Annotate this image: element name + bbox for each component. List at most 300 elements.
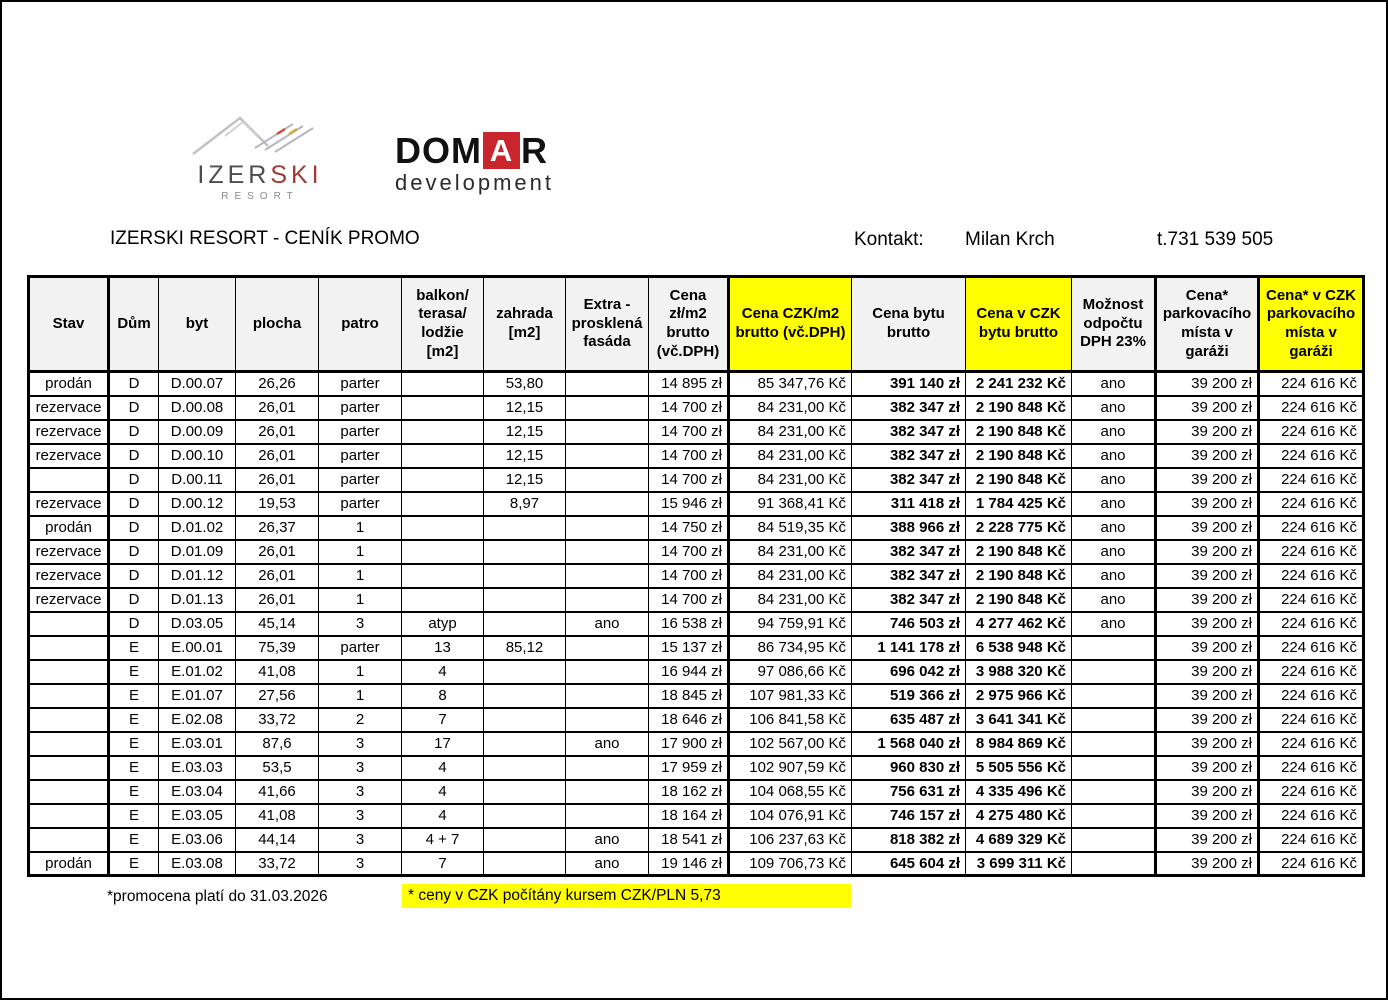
table-row xyxy=(29,732,1364,756)
izerski-resort-logo xyxy=(185,112,335,200)
table-cell: 4 xyxy=(402,660,484,684)
table-cell: E.03.03 xyxy=(159,756,236,780)
table-cell: 39 200 zł xyxy=(1156,708,1259,732)
table-cell xyxy=(566,804,649,828)
table-cell: D xyxy=(109,516,159,540)
table-cell: ano xyxy=(1072,612,1156,636)
table-cell xyxy=(29,804,109,828)
table-cell xyxy=(484,564,566,588)
table-cell xyxy=(566,756,649,780)
domar-subtitle: development xyxy=(395,170,554,195)
table-cell: 224 616 Kč xyxy=(1259,468,1364,492)
table-cell xyxy=(566,780,649,804)
table-cell: 388 966 zł xyxy=(852,516,966,540)
izerski-wordmark: IZERSKI xyxy=(197,161,323,189)
table-cell: 41,08 xyxy=(236,804,319,828)
column-header: Stav xyxy=(29,277,109,372)
table-cell: 85,12 xyxy=(484,636,566,660)
table-row xyxy=(29,420,1364,444)
table-cell: ano xyxy=(1072,564,1156,588)
table-cell: parter xyxy=(319,420,402,444)
table-cell: D xyxy=(109,492,159,516)
table-cell: 26,37 xyxy=(236,516,319,540)
table-cell: 7 xyxy=(402,852,484,876)
table-cell: 3 699 311 Kč xyxy=(966,852,1072,876)
table-cell: 84 231,00 Kč xyxy=(729,588,852,612)
izerski-resort-subtitle: RESORT xyxy=(221,191,299,202)
table-cell: 33,72 xyxy=(236,708,319,732)
table-cell: 39 200 zł xyxy=(1156,444,1259,468)
table-cell: 84 231,00 Kč xyxy=(729,540,852,564)
table-cell: 1 568 040 zł xyxy=(852,732,966,756)
table-cell xyxy=(484,852,566,876)
table-row xyxy=(29,612,1364,636)
table-cell: parter xyxy=(319,492,402,516)
table-cell: 224 616 Kč xyxy=(1259,540,1364,564)
table-cell xyxy=(566,468,649,492)
table-cell: E.03.08 xyxy=(159,852,236,876)
table-cell: rezervace xyxy=(29,564,109,588)
table-cell: D xyxy=(109,372,159,396)
table-cell: 224 616 Kč xyxy=(1259,732,1364,756)
table-cell xyxy=(484,756,566,780)
table-cell xyxy=(402,588,484,612)
column-header: balkon/ terasa/ lodžie [m2] xyxy=(402,277,484,372)
table-cell: 1 xyxy=(319,564,402,588)
table-cell: 645 604 zł xyxy=(852,852,966,876)
table-cell: parter xyxy=(319,396,402,420)
column-header: byt xyxy=(159,277,236,372)
table-cell: ano xyxy=(1072,372,1156,396)
table-cell: D.01.09 xyxy=(159,540,236,564)
table-cell: 19,53 xyxy=(236,492,319,516)
table-cell: E xyxy=(109,708,159,732)
table-cell: 382 347 zł xyxy=(852,396,966,420)
table-row xyxy=(29,372,1364,396)
table-cell xyxy=(484,780,566,804)
table-cell xyxy=(484,516,566,540)
table-cell: E.03.04 xyxy=(159,780,236,804)
table-cell: 14 700 zł xyxy=(649,540,729,564)
column-header: Dům xyxy=(109,277,159,372)
table-row xyxy=(29,660,1364,684)
table-cell: E xyxy=(109,828,159,852)
table-cell: 12,15 xyxy=(484,396,566,420)
table-cell: 14 700 zł xyxy=(649,468,729,492)
table-cell: 2 xyxy=(319,708,402,732)
table-cell: 107 981,33 Kč xyxy=(729,684,852,708)
table-cell xyxy=(484,804,566,828)
table-cell: E.03.05 xyxy=(159,804,236,828)
table-cell: ano xyxy=(1072,540,1156,564)
table-cell xyxy=(1072,660,1156,684)
table-cell: atyp xyxy=(402,612,484,636)
table-row xyxy=(29,444,1364,468)
table-cell: 39 200 zł xyxy=(1156,612,1259,636)
table-cell: 14 750 zł xyxy=(649,516,729,540)
table-cell: 87,6 xyxy=(236,732,319,756)
table-cell xyxy=(402,396,484,420)
table-cell xyxy=(484,660,566,684)
table-cell: 39 200 zł xyxy=(1156,684,1259,708)
table-cell: 382 347 zł xyxy=(852,564,966,588)
table-cell: 45,14 xyxy=(236,612,319,636)
table-cell: 3 xyxy=(319,732,402,756)
table-cell xyxy=(1072,708,1156,732)
table-cell: 102 567,00 Kč xyxy=(729,732,852,756)
column-header: zahrada [m2] xyxy=(484,277,566,372)
table-cell: 8,97 xyxy=(484,492,566,516)
table-cell: 4 xyxy=(402,780,484,804)
table-cell: 8 xyxy=(402,684,484,708)
contact-label: Kontakt: xyxy=(854,229,924,250)
table-cell: 84 231,00 Kč xyxy=(729,468,852,492)
table-cell: 2 975 966 Kč xyxy=(966,684,1072,708)
table-cell xyxy=(566,564,649,588)
table-cell: 39 200 zł xyxy=(1156,780,1259,804)
table-cell: 86 734,95 Kč xyxy=(729,636,852,660)
table-cell: 15 137 zł xyxy=(649,636,729,660)
table-cell: 39 200 zł xyxy=(1156,564,1259,588)
column-header: plocha xyxy=(236,277,319,372)
table-cell: 44,14 xyxy=(236,828,319,852)
table-cell xyxy=(484,708,566,732)
table-cell: 6 538 948 Kč xyxy=(966,636,1072,660)
table-cell: 2 241 232 Kč xyxy=(966,372,1072,396)
table-cell xyxy=(29,828,109,852)
table-cell: E.02.08 xyxy=(159,708,236,732)
table-row xyxy=(29,636,1364,660)
table-cell: 382 347 zł xyxy=(852,468,966,492)
table-cell: 39 200 zł xyxy=(1156,372,1259,396)
column-header: Extra - prosklená fasáda xyxy=(566,277,649,372)
table-cell: 224 616 Kč xyxy=(1259,780,1364,804)
price-table xyxy=(27,275,1365,877)
table-cell: E.00.01 xyxy=(159,636,236,660)
table-cell: D.00.12 xyxy=(159,492,236,516)
table-cell: D.03.05 xyxy=(159,612,236,636)
table-cell: ano xyxy=(1072,468,1156,492)
table-cell: 696 042 zł xyxy=(852,660,966,684)
table-row xyxy=(29,684,1364,708)
table-cell: D.01.12 xyxy=(159,564,236,588)
table-cell: D.01.02 xyxy=(159,516,236,540)
table-cell xyxy=(1072,780,1156,804)
table-cell: 382 347 zł xyxy=(852,420,966,444)
table-cell: 84 231,00 Kč xyxy=(729,420,852,444)
table-cell: 756 631 zł xyxy=(852,780,966,804)
table-cell: 746 503 zł xyxy=(852,612,966,636)
table-cell: 84 231,00 Kč xyxy=(729,396,852,420)
table-cell: 97 086,66 Kč xyxy=(729,660,852,684)
table-cell xyxy=(566,540,649,564)
table-cell: 14 700 zł xyxy=(649,420,729,444)
table-cell: 15 946 zł xyxy=(649,492,729,516)
table-cell: 224 616 Kč xyxy=(1259,516,1364,540)
table-cell: 39 200 zł xyxy=(1156,588,1259,612)
table-cell: 382 347 zł xyxy=(852,444,966,468)
table-cell: 104 076,91 Kč xyxy=(729,804,852,828)
table-cell: E xyxy=(109,756,159,780)
table-cell xyxy=(29,468,109,492)
table-cell: E xyxy=(109,780,159,804)
table-cell: 1 141 178 zł xyxy=(852,636,966,660)
table-cell xyxy=(566,636,649,660)
table-cell: 17 xyxy=(402,732,484,756)
table-cell: 224 616 Kč xyxy=(1259,612,1364,636)
footnote-exchange-rate: * ceny v CZK počítány kursem CZK/PLN 5,73 xyxy=(402,884,851,908)
table-cell: 75,39 xyxy=(236,636,319,660)
table-cell xyxy=(29,708,109,732)
table-cell: rezervace xyxy=(29,492,109,516)
table-cell xyxy=(484,588,566,612)
table-row xyxy=(29,828,1364,852)
column-header: Cena CZK/m2 brutto (vč.DPH) xyxy=(729,277,852,372)
table-cell: 14 700 zł xyxy=(649,396,729,420)
table-cell: D xyxy=(109,564,159,588)
table-cell: 635 487 zł xyxy=(852,708,966,732)
table-cell: 224 616 Kč xyxy=(1259,636,1364,660)
table-cell: 960 830 zł xyxy=(852,756,966,780)
table-cell: 224 616 Kč xyxy=(1259,396,1364,420)
footnote-promo-validity: *promocena platí do 31.03.2026 xyxy=(107,888,328,905)
table-cell: 13 xyxy=(402,636,484,660)
table-cell: D.00.10 xyxy=(159,444,236,468)
table-cell xyxy=(402,564,484,588)
table-cell: 26,26 xyxy=(236,372,319,396)
table-cell: 19 146 zł xyxy=(649,852,729,876)
domar-red-a-icon: A xyxy=(483,132,520,169)
table-cell: E.01.07 xyxy=(159,684,236,708)
table-cell: 39 200 zł xyxy=(1156,420,1259,444)
table-cell xyxy=(484,732,566,756)
table-cell xyxy=(566,492,649,516)
table-cell xyxy=(484,612,566,636)
table-cell: E xyxy=(109,732,159,756)
table-cell: E xyxy=(109,804,159,828)
table-cell: 84 231,00 Kč xyxy=(729,564,852,588)
table-cell: 224 616 Kč xyxy=(1259,804,1364,828)
table-cell: 4 275 480 Kč xyxy=(966,804,1072,828)
column-header: Cena bytu brutto xyxy=(852,277,966,372)
table-cell xyxy=(566,660,649,684)
table-cell: 53,5 xyxy=(236,756,319,780)
table-cell: 519 366 zł xyxy=(852,684,966,708)
page-title: IZERSKI RESORT - CENÍK PROMO xyxy=(110,228,420,249)
table-cell: 17 959 zł xyxy=(649,756,729,780)
table-cell: 1 xyxy=(319,684,402,708)
table-cell: 224 616 Kč xyxy=(1259,588,1364,612)
table-cell xyxy=(29,684,109,708)
table-cell: 39 200 zł xyxy=(1156,732,1259,756)
table-cell: parter xyxy=(319,372,402,396)
table-cell: 39 200 zł xyxy=(1156,756,1259,780)
table-cell: E xyxy=(109,852,159,876)
table-cell: D.00.08 xyxy=(159,396,236,420)
table-cell: 16 944 zł xyxy=(649,660,729,684)
table-cell: 2 190 848 Kč xyxy=(966,540,1072,564)
contact-name: Milan Krch xyxy=(965,229,1055,250)
column-header: Cena* parkovacího místa v garáži xyxy=(1156,277,1259,372)
table-cell: 109 706,73 Kč xyxy=(729,852,852,876)
table-cell: 3 xyxy=(319,852,402,876)
table-cell xyxy=(29,756,109,780)
domar-wordmark: DOM A R xyxy=(395,129,548,171)
table-cell: 12,15 xyxy=(484,444,566,468)
table-cell: rezervace xyxy=(29,540,109,564)
table-cell: 746 157 zł xyxy=(852,804,966,828)
table-cell: 39 200 zł xyxy=(1156,492,1259,516)
table-cell: 41,08 xyxy=(236,660,319,684)
table-cell: 39 200 zł xyxy=(1156,540,1259,564)
table-cell: E.03.06 xyxy=(159,828,236,852)
table-cell: 41,66 xyxy=(236,780,319,804)
table-cell: 18 164 zł xyxy=(649,804,729,828)
table-cell xyxy=(402,540,484,564)
table-cell: D.00.07 xyxy=(159,372,236,396)
table-cell: 4 277 462 Kč xyxy=(966,612,1072,636)
table-cell: 26,01 xyxy=(236,468,319,492)
table-cell: ano xyxy=(1072,396,1156,420)
table-cell xyxy=(402,516,484,540)
table-cell: E xyxy=(109,660,159,684)
table-cell: 224 616 Kč xyxy=(1259,444,1364,468)
table-cell: 26,01 xyxy=(236,588,319,612)
table-cell: 391 140 zł xyxy=(852,372,966,396)
table-cell: 3 xyxy=(319,780,402,804)
table-row xyxy=(29,852,1364,876)
table-cell xyxy=(566,708,649,732)
table-cell: D xyxy=(109,444,159,468)
table-cell xyxy=(29,780,109,804)
table-cell: 1 xyxy=(319,540,402,564)
table-cell: rezervace xyxy=(29,588,109,612)
table-cell: 26,01 xyxy=(236,540,319,564)
table-row xyxy=(29,756,1364,780)
table-cell: 39 200 zł xyxy=(1156,828,1259,852)
table-cell: E xyxy=(109,684,159,708)
table-cell xyxy=(29,732,109,756)
table-cell: 311 418 zł xyxy=(852,492,966,516)
table-cell: 17 900 zł xyxy=(649,732,729,756)
mountain-peaks-icon xyxy=(185,112,335,156)
table-cell: 224 616 Kč xyxy=(1259,756,1364,780)
table-cell xyxy=(29,612,109,636)
table-cell: 818 382 zł xyxy=(852,828,966,852)
price-table-container xyxy=(27,275,1365,877)
table-cell: E.01.02 xyxy=(159,660,236,684)
table-cell xyxy=(29,636,109,660)
table-cell: 85 347,76 Kč xyxy=(729,372,852,396)
table-cell: 8 984 869 Kč xyxy=(966,732,1072,756)
table-cell xyxy=(484,540,566,564)
table-cell: ano xyxy=(566,852,649,876)
table-cell: 26,01 xyxy=(236,396,319,420)
table-cell: 16 538 zł xyxy=(649,612,729,636)
column-header: Možnost odpočtu DPH 23% xyxy=(1072,277,1156,372)
table-cell: D.00.11 xyxy=(159,468,236,492)
table-cell: 224 616 Kč xyxy=(1259,492,1364,516)
contact-phone: t.731 539 505 xyxy=(1157,229,1274,250)
table-cell: 4 689 329 Kč xyxy=(966,828,1072,852)
table-cell: 1 784 425 Kč xyxy=(966,492,1072,516)
table-cell: 3 988 320 Kč xyxy=(966,660,1072,684)
table-cell: 224 616 Kč xyxy=(1259,660,1364,684)
table-cell: 26,01 xyxy=(236,444,319,468)
table-cell: 39 200 zł xyxy=(1156,636,1259,660)
table-cell: 39 200 zł xyxy=(1156,852,1259,876)
table-cell xyxy=(1072,756,1156,780)
table-cell: 2 190 848 Kč xyxy=(966,420,1072,444)
table-cell: 39 200 zł xyxy=(1156,660,1259,684)
table-cell: E.03.01 xyxy=(159,732,236,756)
table-cell: 33,72 xyxy=(236,852,319,876)
table-cell: parter xyxy=(319,636,402,660)
table-cell: 2 190 848 Kč xyxy=(966,396,1072,420)
table-cell xyxy=(566,588,649,612)
table-cell xyxy=(29,660,109,684)
table-cell: 5 505 556 Kč xyxy=(966,756,1072,780)
table-cell: 2 228 775 Kč xyxy=(966,516,1072,540)
table-cell: 18 541 zł xyxy=(649,828,729,852)
table-cell: parter xyxy=(319,468,402,492)
table-cell: 4 xyxy=(402,756,484,780)
table-row xyxy=(29,780,1364,804)
table-cell: 2 190 848 Kč xyxy=(966,588,1072,612)
table-cell: 39 200 zł xyxy=(1156,396,1259,420)
table-cell: 224 616 Kč xyxy=(1259,684,1364,708)
column-header: Cena v CZK bytu brutto xyxy=(966,277,1072,372)
table-cell: D.01.13 xyxy=(159,588,236,612)
table-cell: D.00.09 xyxy=(159,420,236,444)
table-cell: 2 190 848 Kč xyxy=(966,564,1072,588)
table-cell xyxy=(566,372,649,396)
table-cell: D xyxy=(109,540,159,564)
table-cell: 3 xyxy=(319,804,402,828)
table-cell xyxy=(566,444,649,468)
table-cell xyxy=(402,372,484,396)
table-cell: ano xyxy=(1072,420,1156,444)
table-cell: 12,15 xyxy=(484,468,566,492)
table-cell: prodán xyxy=(29,516,109,540)
table-cell: D xyxy=(109,468,159,492)
table-cell: 1 xyxy=(319,588,402,612)
table-cell: 3 xyxy=(319,612,402,636)
table-cell xyxy=(1072,684,1156,708)
table-cell: 382 347 zł xyxy=(852,540,966,564)
table-cell: 27,56 xyxy=(236,684,319,708)
table-cell: 382 347 zł xyxy=(852,588,966,612)
table-cell xyxy=(1072,804,1156,828)
table-cell: ano xyxy=(566,828,649,852)
table-cell: prodán xyxy=(29,852,109,876)
table-cell: 18 845 zł xyxy=(649,684,729,708)
table-cell: D xyxy=(109,612,159,636)
table-cell: ano xyxy=(1072,492,1156,516)
table-cell: 106 237,63 Kč xyxy=(729,828,852,852)
table-cell xyxy=(1072,828,1156,852)
table-cell: rezervace xyxy=(29,420,109,444)
header-row xyxy=(29,277,1364,372)
table-cell: 18 162 zł xyxy=(649,780,729,804)
table-cell xyxy=(566,684,649,708)
table-cell xyxy=(402,444,484,468)
table-cell: ano xyxy=(566,612,649,636)
table-cell: rezervace xyxy=(29,396,109,420)
column-header: patro xyxy=(319,277,402,372)
table-cell: 14 700 zł xyxy=(649,564,729,588)
table-cell xyxy=(1072,852,1156,876)
